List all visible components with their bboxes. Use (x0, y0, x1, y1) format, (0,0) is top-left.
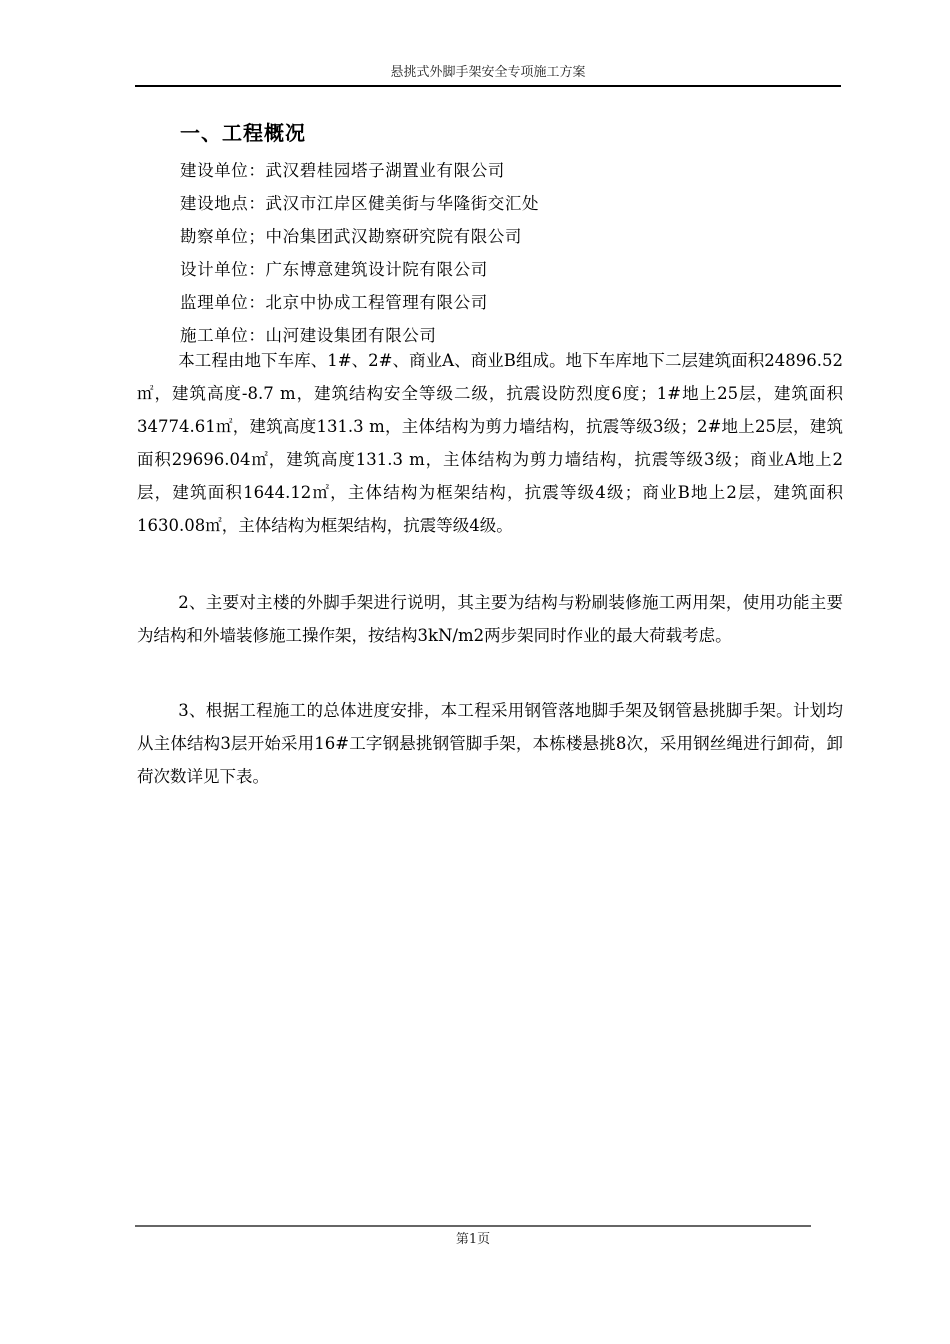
header-divider (135, 85, 841, 87)
info-label: 勘察单位； (180, 227, 266, 246)
info-item-builder (180, 154, 539, 187)
info-label: 建设单位： (180, 161, 266, 180)
page-header-title: 悬挑式外脚手架安全专项施工方案 (390, 65, 586, 80)
point-3-paragraph: 3、根据工程施工的总体进度安排，本工程采用钢管落地脚手架及钢管悬挑脚手架。计划均从主体结构3层开始采用16#工字钢悬挑钢管脚手架，本栋楼悬挑8次，采用钢丝绳进行卸荷，卸荷次数详见下表。 (137, 701, 843, 786)
info-item-location (180, 187, 539, 220)
info-value: 中冶集团武汉勘察研究院有限公司 (265, 227, 522, 246)
project-info-list (180, 154, 539, 352)
section-heading: 一、工程概况 (180, 121, 306, 145)
info-item-survey (180, 220, 539, 253)
info-label: 监理单位： (180, 293, 266, 312)
info-value: 武汉市江岸区健美街与华隆街交汇处 (265, 194, 540, 213)
info-item-design (180, 253, 539, 286)
info-label: 设计单位： (180, 260, 266, 279)
info-value: 武汉碧桂园塔子湖置业有限公司 (265, 161, 505, 180)
footer-divider (135, 1225, 811, 1227)
point-2-paragraph: 2、主要对主楼的外脚手架进行说明，其主要为结构与粉刷装修施工两用架，使用功能主要为结构和外墙装修施工操作架，按结构3kN/m2两步架同时作业的最大荷载考虑。 (137, 593, 843, 645)
info-value: 山河建设集团有限公司 (265, 326, 437, 345)
info-value: 广东博意建筑设计院有限公司 (265, 260, 488, 279)
info-label: 建设地点： (180, 194, 266, 213)
page-number: 第1页 (455, 1232, 491, 1247)
info-value: 北京中协成工程管理有限公司 (265, 293, 488, 312)
info-label: 施工单位： (180, 326, 266, 345)
overview-paragraph: 本工程由地下车库、1#、2#、商业A、商业B组成。地下车库地下二层建筑面积24896.52㎡，建筑高度-8.7 m，建筑结构安全等级二级，抗震设防烈度6度；1#地上25层，建筑面积34774.61㎡，建筑高度131.3 m，主体结构为剪力墙结构，抗震等级3级；2#地上25层，建筑面积29696.04㎡，建筑高度131.3 m，主体结构为剪力墙结构，抗震等级3级；商业A地上2层，建筑面积1644.12㎡，主体结构为框架结构，抗震等级4级；商业B地上2层，建筑面积1630.08㎡，主体结构为框架结构，抗震等级4级。 (137, 351, 843, 535)
info-item-supervision (180, 286, 539, 319)
